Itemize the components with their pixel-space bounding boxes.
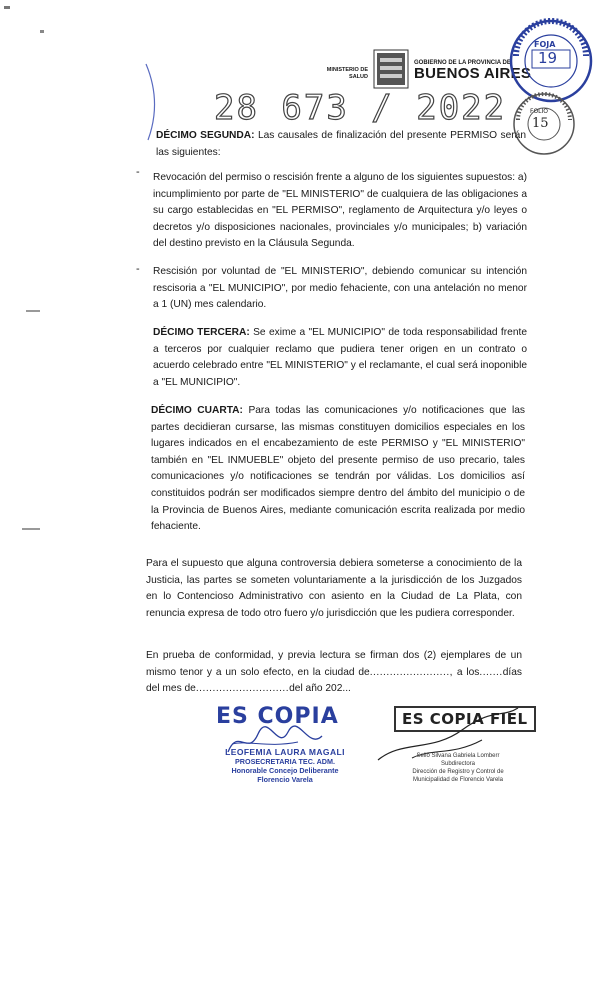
clause-bullet-rescision: Rescisión por voluntad de "EL MINISTERIO", debiendo comunicar su intención rescisoria a "EL MUNICIPIO", por medio fehaciente, con una antelación no menor a 1 (UN) mes calendario. <box>153 266 527 311</box>
clause-decimo-tercera <box>153 325 527 391</box>
blank-month: ............................ <box>195 683 290 695</box>
blank-day: ....... <box>479 666 503 678</box>
es-copia-fiel-stamp: ES COPIA FIEL <box>394 706 536 732</box>
file-number: 28 673 / 2022 <box>214 88 507 128</box>
margin-mark <box>26 310 40 312</box>
clause-title: DÉCIMO SEGUNDA: <box>156 130 255 141</box>
clause-text: Las causales de finalización del presente PERMISO serán las siguientes: <box>156 130 526 158</box>
ministry-label <box>318 67 368 81</box>
clause-text: Para todas las comunicaciones y/o notificaciones que las partes decidieran cursarse, las mismas constituyen domicilios especiales en los lugares indicados en el encabezamiento de este PERMISO y "EL MINISTERIO" también en "EL INMUEBLE" objeto del presente permiso de uso precario, tales comunicaciones y/o notificaciones se tendrán por válidas. Los domicilios así constituidos podrán ser modificados siempre dentro del ámbito del municipio o de la Provincia de Buenos Aires, mediante comunicación escrita realizada por medio fehaciente. <box>151 405 525 533</box>
margin-mark <box>22 528 40 530</box>
gov-line1: GOBIERNO DE LA PROVINCIA DE <box>414 60 511 66</box>
clause-title: DÉCIMO CUARTA: <box>151 405 243 416</box>
ministry-line1: MINISTERIO DE <box>326 67 368 73</box>
clause-conformidad <box>146 648 522 698</box>
es-copia-stamp: ES COPIA <box>216 704 339 729</box>
stamp-right-line2: Subdirectora <box>440 761 476 767</box>
folio-value: 15 <box>532 116 549 131</box>
foja-label: FOJA <box>534 40 556 49</box>
conformidad-text: En prueba de conformidad, y previa lectura se firman dos (2) ejemplares de un mismo tenor y a un solo efecto, en la ciudad de <box>146 650 522 678</box>
gov-line2: BUENOS AIRES <box>414 65 532 82</box>
ministry-line2: SALUD <box>349 74 368 80</box>
stamp-left-org2: Florencio Varela <box>257 775 313 784</box>
folio-label: FOLIO <box>530 108 549 115</box>
stamp-right-line3: Dirección de Registro y Control de <box>412 769 504 775</box>
clause-decimo-cuarta <box>151 403 525 536</box>
conformidad-text: del año 202... <box>289 683 351 695</box>
conformidad-text: a los <box>456 666 480 678</box>
stamp-left-org1: Honorable Concejo Deliberante <box>231 766 339 775</box>
clause-controversia: Para el supuesto que alguna controversia debiera someterse a conocimiento de la Justicia, las partes se someten voluntariamente a la jurisdicción de los Juzgados en lo Contencioso Administrativo con asiento en la Ciudad de La Plata, con renuncia expresa de todo otro fuero y/o jurisdicción que les pudiera corresponder. <box>146 558 522 619</box>
foja-value: 19 <box>538 49 558 67</box>
margin-mark <box>4 6 10 9</box>
stamp-right-line4: Municipalidad de Florencio Varela <box>413 777 503 783</box>
stamp-right-block <box>398 752 518 784</box>
stamp-left-name: LEOFEMIA LAURA MAGALI <box>225 747 345 757</box>
stamp-right-line1: Sello Silvana Gabriela Lomberr <box>416 753 500 759</box>
clause-text: Se exime a "EL MUNICIPIO" de toda responsabilidad frente a terceros por cualquier reclamo que pudiera tener origen en un contrato o acuerdo celebrado entre "EL MINISTERIO" y el reclamante, el cual será inoponible a "EL MUNICIPIO". <box>153 327 527 388</box>
clause-title: DÉCIMO TERCERA: <box>153 327 250 338</box>
bullet-dash: - <box>136 166 140 178</box>
province-shield-icon <box>372 48 412 92</box>
bullet-dash: - <box>136 263 140 275</box>
stamp-left-block <box>206 748 364 784</box>
margin-mark <box>40 30 44 33</box>
clause-bullet-revocacion: Revocación del permiso o rescisión frente a alguno de los siguientes supuestos: a) incumplimiento por parte de "EL MINISTERIO" de cualquiera de las obligaciones a su cargo establecidas en "EL PERMISO", reglamento de Arquitectura y/o leyes o decretos y/o disposiciones nacionales, provinciales y/o municipales; b) variación del destino previsto en la Cláusula Segunda. <box>153 172 527 250</box>
blank-city: ........................, <box>369 666 453 678</box>
conformidad-text: días del mes de <box>146 666 522 695</box>
stamp-left-role: PROSECRETARIA TEC. ADM. <box>235 757 335 766</box>
clause-decimo-segunda <box>156 128 526 161</box>
